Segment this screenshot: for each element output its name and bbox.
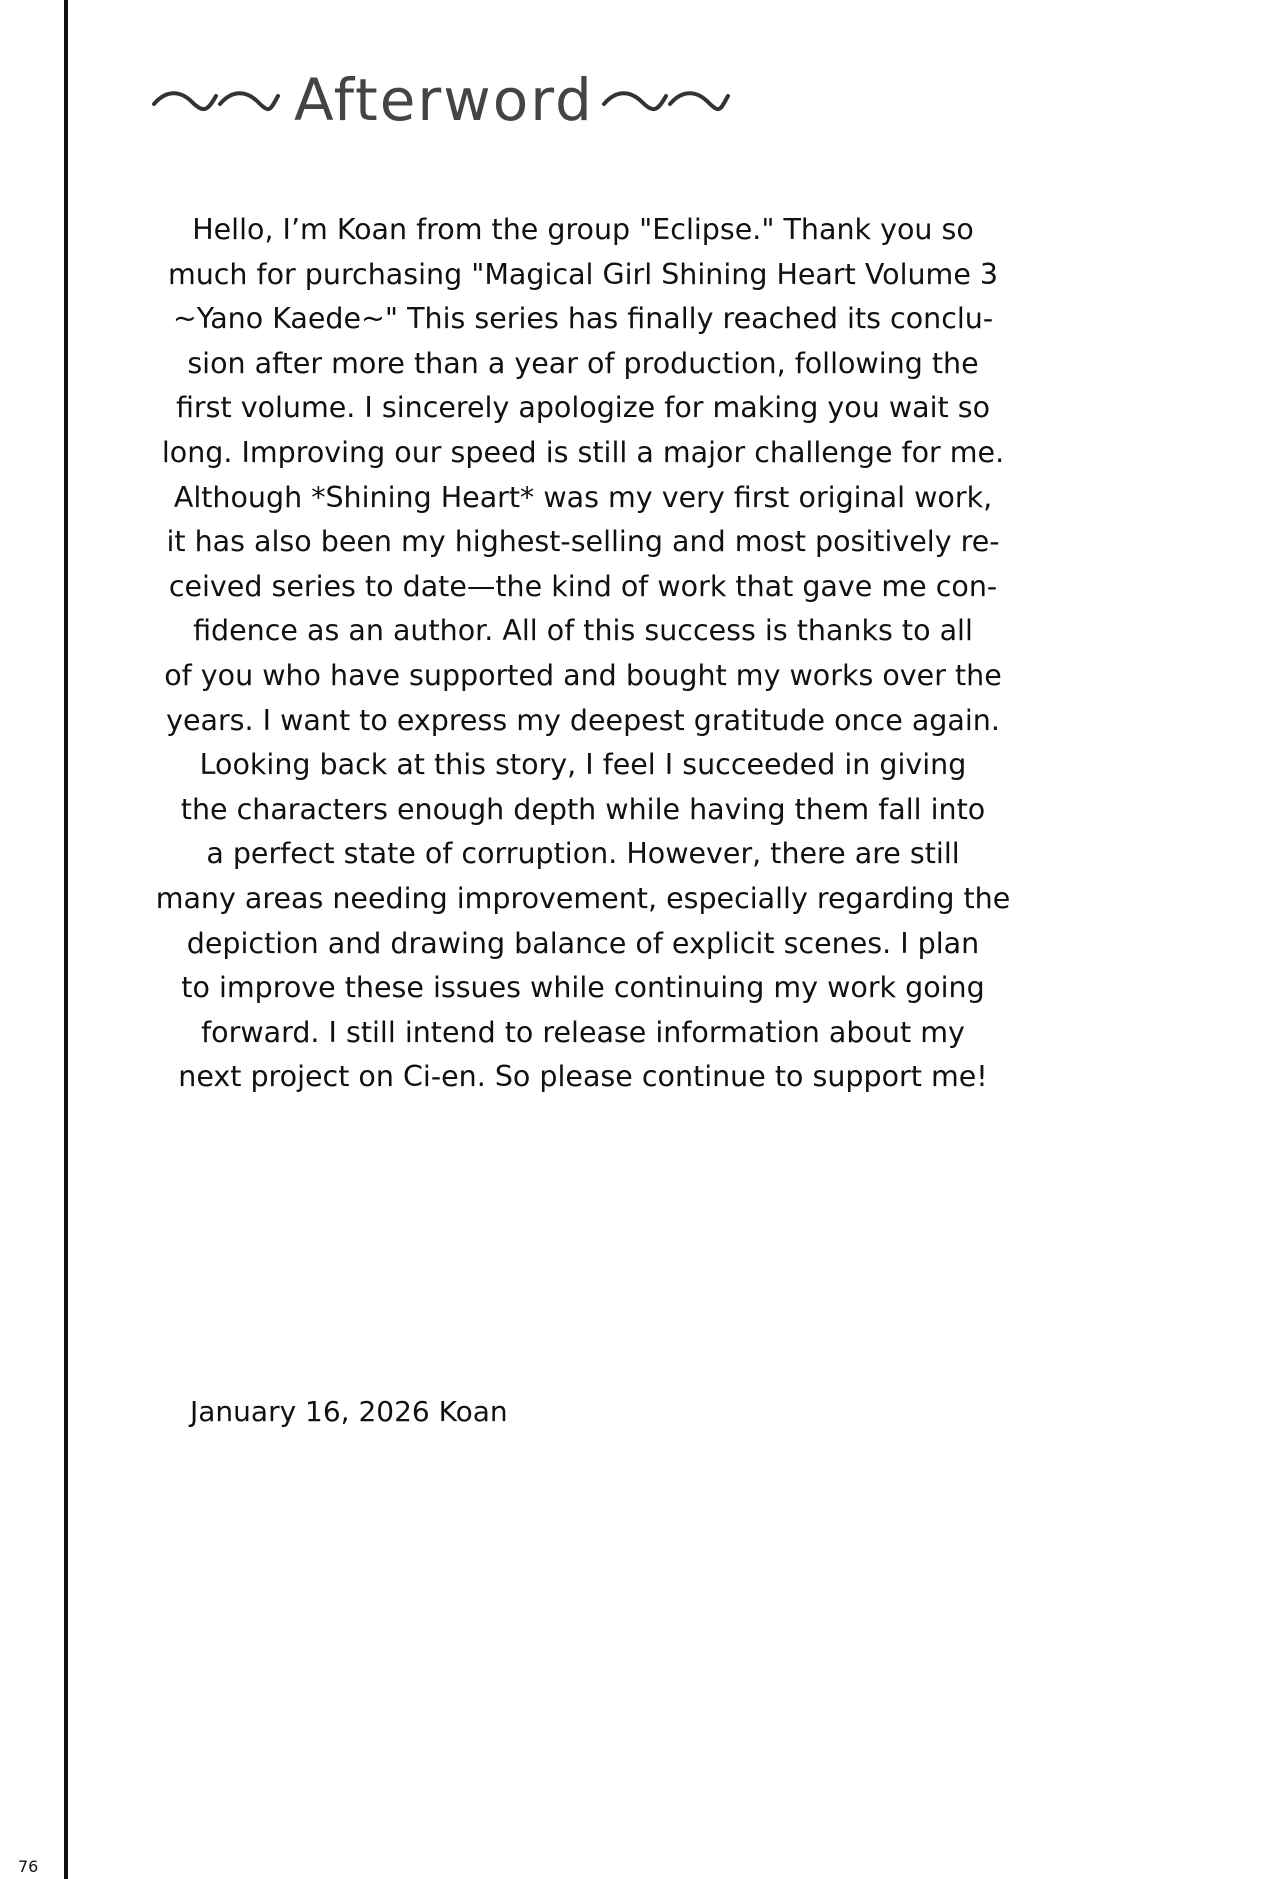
body-line: of you who have supported and bought my works over the xyxy=(164,658,1002,692)
body-line: forward. I still intend to release information about my xyxy=(201,1015,965,1049)
body-line: much for purchasing "Magical Girl Shining Heart Volume 3 xyxy=(167,257,999,291)
body-line: depiction and drawing balance of explicit scenes. I plan xyxy=(186,926,980,960)
body-line: ceived series to date—the kind of work that gave me con- xyxy=(168,569,998,603)
page-number: 76 xyxy=(18,1857,39,1876)
body-line: to improve these issues while continuing my work going xyxy=(181,971,985,1005)
body-line: many areas needing improvement, especially regarding the xyxy=(155,881,1011,915)
body-line: Hello, I’m Koan from the group "Eclipse." Thank you so xyxy=(192,213,974,246)
body-line: next project on Ci-en. So please continue to support me! xyxy=(178,1060,988,1094)
body-line: fidence as an author. All of this success is thanks to all xyxy=(193,614,973,648)
body-line: a perfect state of corruption. However, there are still xyxy=(206,837,960,871)
signature-date: January 16, 2026 Koan xyxy=(190,1395,508,1428)
tilde-flourish-right-icon xyxy=(600,80,730,120)
body-line: it has also been my highest-selling and most positively re- xyxy=(166,525,1000,559)
afterword-body xyxy=(140,208,1026,1100)
body-line: ~Yano Kaede~" This series has finally reached its conclu- xyxy=(172,302,994,336)
tilde-flourish-left-icon xyxy=(150,80,280,120)
body-line: long. Improving our speed is still a major challenge for me. xyxy=(161,435,1005,469)
heading-title: Afterword xyxy=(294,66,594,134)
body-line: the characters enough depth while having them fall into xyxy=(180,792,986,826)
body-line: Looking back at this story, I feel I succeeded in giving xyxy=(199,748,967,782)
body-line: first volume. I sincerely apologize for making you wait so xyxy=(175,391,991,425)
body-line: sion after more than a year of production, following the xyxy=(187,346,979,380)
body-line: years. I want to express my deepest gratitude once again. xyxy=(166,703,1000,737)
page-spine-line xyxy=(64,0,68,1879)
body-line: Although *Shining Heart* was my very first original work, xyxy=(173,480,993,514)
afterword-heading xyxy=(150,60,730,140)
